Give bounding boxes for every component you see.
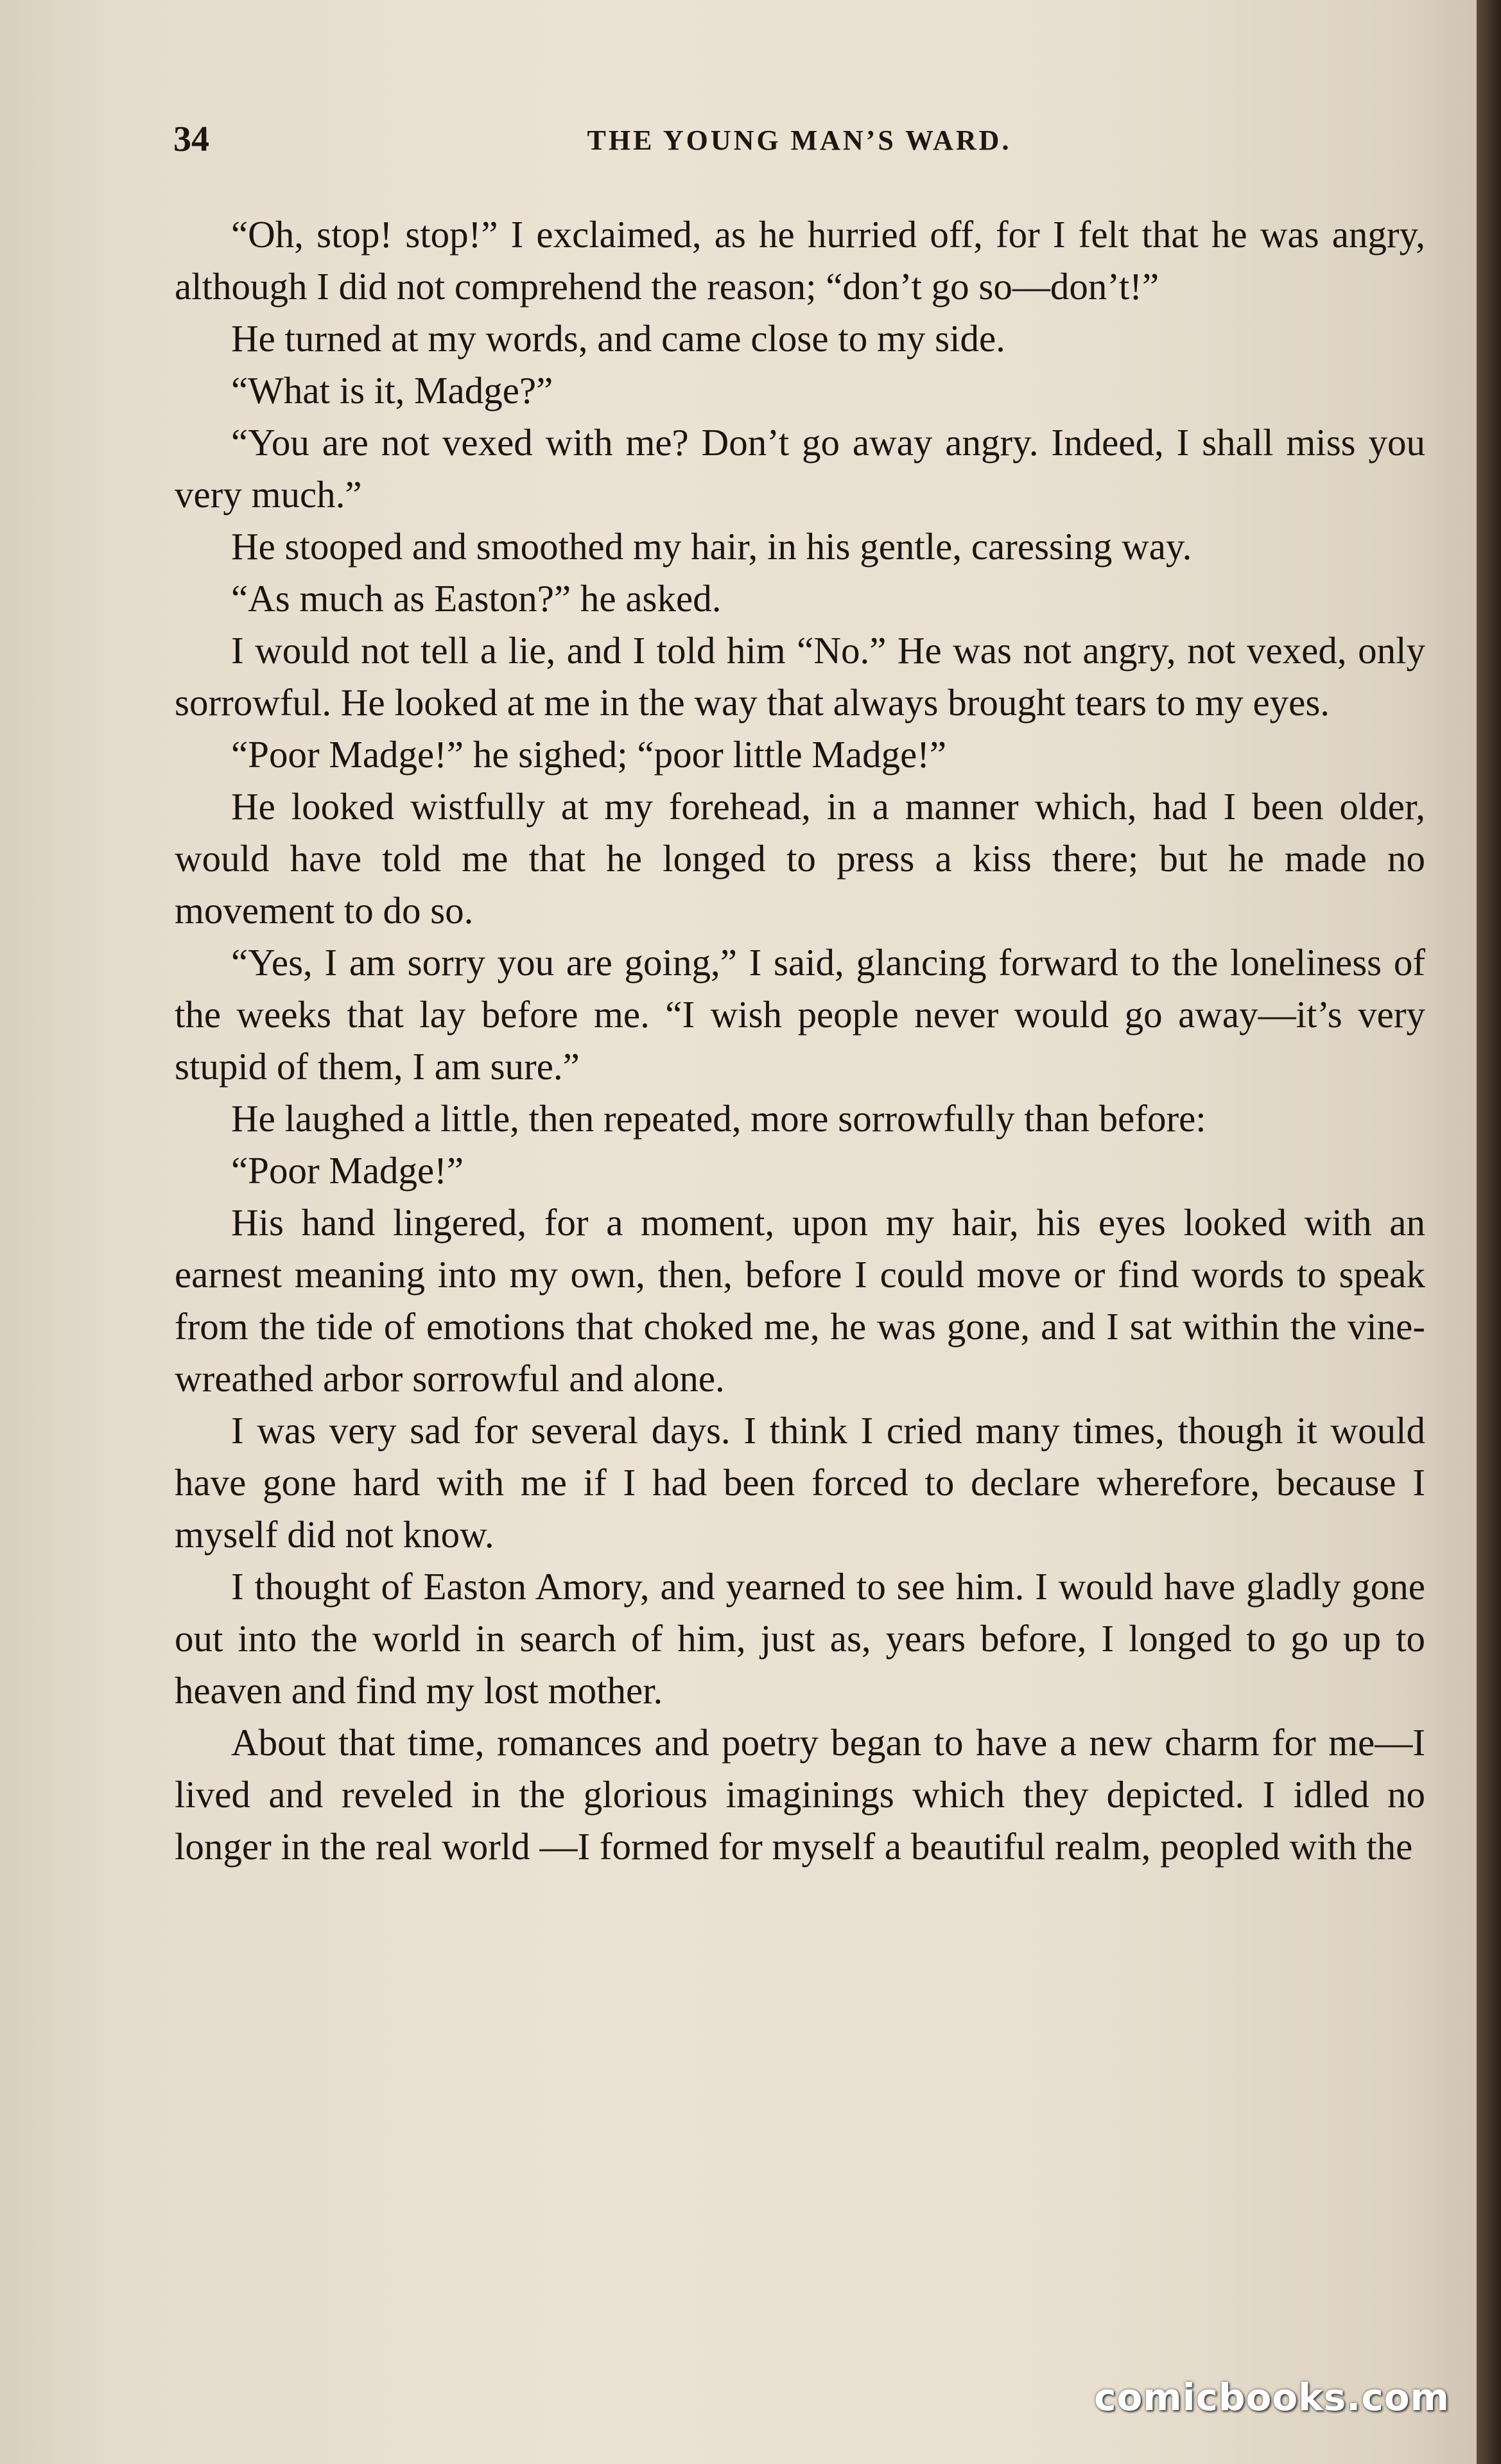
paragraph: His hand lingered, for a moment, upon my hair, his eyes looked with an earnest meaning into my own, then, before I could move or find words to speak from the tide of emotions that choked me, he was gone, and I sat within the vine-wreathed arbor sorrowful and alone. bbox=[175, 1201, 1425, 1400]
paragraph: I thought of Easton Amory, and yearned to see him. I would have gladly gone out into the world in search of him, just as, years before, I longed to go up to heaven and find my lost mother. bbox=[175, 1565, 1425, 1712]
paragraph: He stooped and smoothed my hair, in his gentle, caressing way. bbox=[231, 525, 1192, 568]
paragraph: He turned at my words, and came close to my side. bbox=[231, 317, 1005, 360]
page-header bbox=[173, 119, 1425, 164]
paragraph: “Oh, stop! stop!” I exclaimed, as he hurried off, for I felt that he was angry, although I did not comprehend the reason; “don’t go so—don’t!” bbox=[175, 213, 1425, 308]
paragraph: “As much as Easton?” he asked. bbox=[231, 577, 722, 620]
paragraph: “Yes, I am sorry you are going,” I said, glancing forward to the loneliness of the weeks that lay before me. “I wish people never would go away—it’s very stupid of them, I am sure.” bbox=[175, 941, 1425, 1088]
paragraph: I would not tell a lie, and I told him “No.” He was not angry, not vexed, only sorrowful. He looked at me in the way that always brought tears to my eyes. bbox=[175, 629, 1425, 724]
paragraph: “What is it, Madge?” bbox=[231, 369, 553, 412]
text-body bbox=[175, 209, 1425, 1873]
paragraph: “Poor Madge!” bbox=[231, 1149, 464, 1192]
paragraph: I was very sad for several days. I think I cried many times, though it would have gone hard with me if I had been forced to declare wherefore, because I myself did not know. bbox=[175, 1409, 1425, 1556]
paragraph: “You are not vexed with me? Don’t go away angry. Indeed, I shall miss you very much.” bbox=[175, 421, 1425, 516]
paragraph: He laughed a little, then repeated, more sorrowfully than before: bbox=[231, 1097, 1206, 1140]
page-number: 34 bbox=[173, 119, 209, 159]
paragraph: About that time, romances and poetry began to have a new charm for me—I lived and reveled in the glorious imaginings which they depicted. I idled no longer in the real world —I formed for myself a beautiful realm, peopled with the bbox=[175, 1721, 1425, 1868]
running-title: THE YOUNG MAN’S WARD. bbox=[587, 125, 1012, 156]
spine-edge bbox=[1477, 0, 1501, 2464]
watermark: comicbooks.com bbox=[1094, 2375, 1450, 2419]
paragraph: He looked wistfully at my forehead, in a manner which, had I been older, would have told me that he longed to press a kiss there; but he made no movement to do so. bbox=[175, 785, 1425, 932]
paragraph: “Poor Madge!” he sighed; “poor little Madge!” bbox=[231, 733, 947, 776]
